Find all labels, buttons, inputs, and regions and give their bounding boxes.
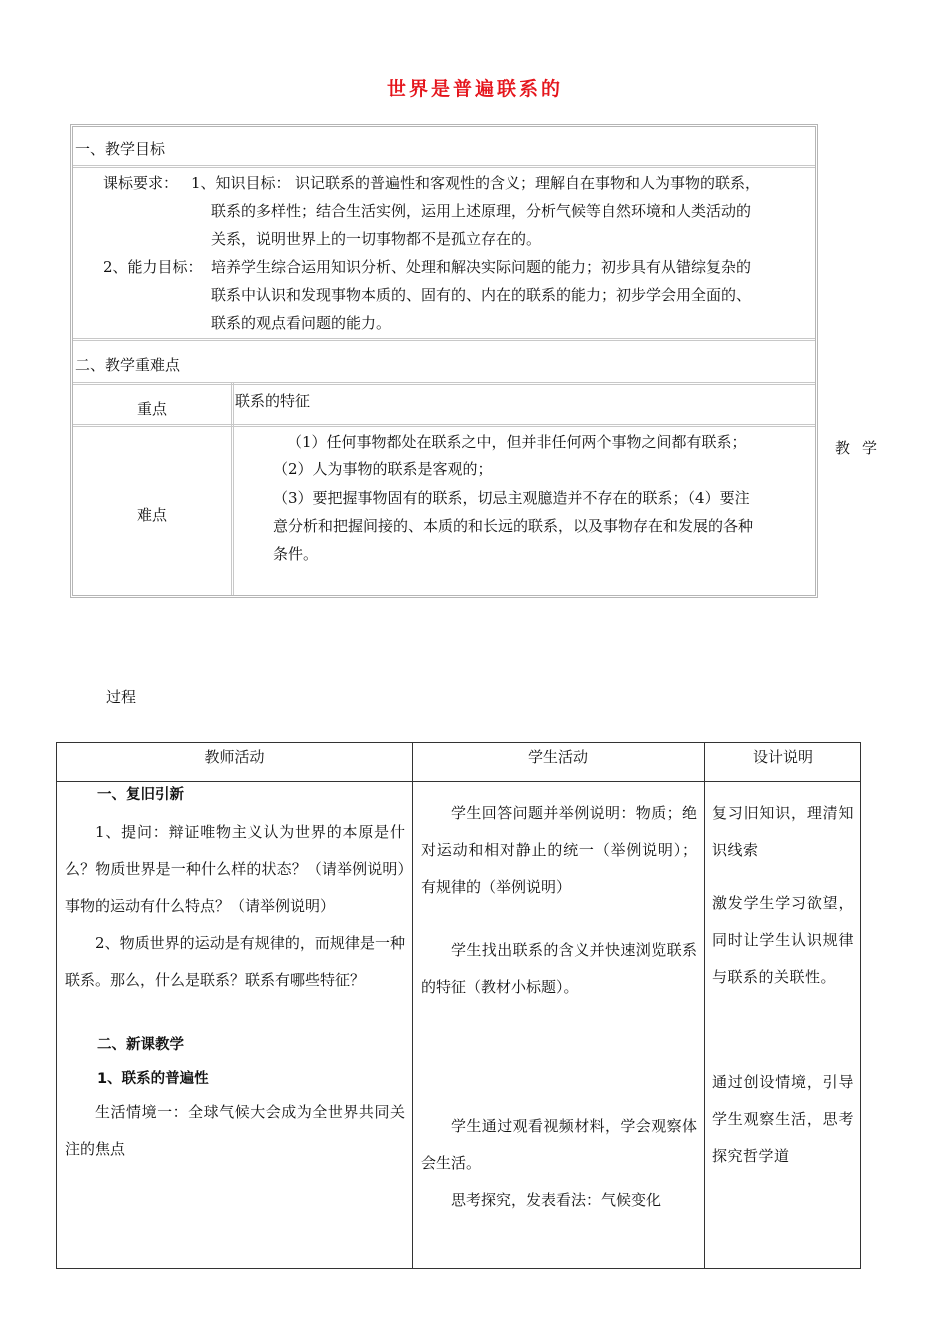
student-column (421, 795, 697, 1219)
column-divider (231, 382, 234, 595)
key-point-label: 重点 (137, 400, 168, 418)
difficult-point-label: 难点 (137, 506, 168, 524)
key-point-text: 联系的特征 (235, 392, 311, 410)
difficult-point-line: 条件。 (273, 545, 319, 563)
knowledge-text-line: 联系的多样性；结合生活实例，运用上述原理，分析气候等自然环境和人类活动的 (211, 202, 752, 220)
teacher-column (65, 777, 405, 1168)
document-title: 世界是普遍联系的 (386, 78, 563, 100)
header-teacher-activity: 教师活动 (204, 748, 265, 766)
ability-text-line: 联系的观点看问题的能力。 (211, 314, 392, 332)
teacher-paragraph: 生活情境一：全球气候大会成为全世界共同关注的焦点 (65, 1103, 405, 1158)
knowledge-label: 1、知识目标： (191, 174, 291, 192)
process-table (56, 742, 861, 1269)
row-divider (73, 165, 815, 168)
difficult-point-line: 意分析和把握间接的、本质的和长远的联系，以及事物存在和发展的各种 (273, 517, 754, 535)
section-title: 二、新课教学 (97, 1037, 184, 1053)
knowledge-text-line: 关系，说明世界上的一切事物都不是孤立存在的。 (211, 230, 542, 248)
column-divider (412, 743, 413, 1268)
objectives-heading: 一、教学目标 (75, 140, 166, 158)
process-label: 过程 (106, 688, 137, 706)
teacher-paragraph: 1、提问：辩证唯物主义认为世界的本原是什么？物质世界是一种什么样的状态？（请举例说明）事物的运动有什么特点？（请举例说明） (65, 823, 405, 915)
spacer (421, 906, 697, 932)
column-divider (704, 743, 705, 1268)
side-text: 教学 (835, 439, 890, 457)
spacer (421, 1006, 697, 1108)
knowledge-text-line: 识记联系的普遍性和客观性的含义；理解自在事物和人为事物的联系， (295, 174, 761, 192)
requirement-label: 课标要求： (103, 174, 179, 192)
subsection-title: 1、联系的普遍性 (97, 1071, 209, 1087)
header-design-notes: 设计说明 (752, 748, 813, 766)
spacer (712, 869, 854, 885)
design-paragraph: 复习旧知识，理清知识线索 (712, 804, 854, 859)
row-divider (73, 382, 815, 385)
design-paragraph: 激发学生学习欲望，同时让学生认识规律与联系的关联性。 (712, 894, 854, 986)
teacher-paragraph: 2、物质世界的运动是有规律的，而规律是一种联系。那么，什么是联系？联系有哪些特征？ (65, 934, 405, 989)
row-divider (73, 424, 815, 427)
student-paragraph: 学生通过观看视频材料，学会观察体会生活。 (421, 1117, 697, 1172)
spacer (65, 999, 405, 1027)
design-column (712, 795, 854, 1175)
ability-text-line: 培养学生综合运用知识分析、处理和解决实际问题的能力；初步具有从错综复杂的 (211, 258, 752, 276)
difficult-point-line: （3）要把握事物固有的联系，切忌主观臆造并不存在的联系；（4）要注 (273, 489, 750, 507)
key-points-heading: 二、教学重难点 (75, 356, 181, 374)
header-student-activity: 学生活动 (527, 748, 588, 766)
objectives-table (70, 124, 818, 598)
difficult-point-line: （2）人为事物的联系是客观的； (273, 460, 493, 478)
section-title: 一、复旧引新 (97, 787, 184, 803)
student-paragraph: 学生找出联系的含义并快速浏览联系的特征（教材小标题）。 (421, 941, 697, 996)
spacer (712, 996, 854, 1064)
student-paragraph: 学生回答问题并举例说明：物质；绝对运动和相对静止的统一（举例说明）；有规律的（举例说明） (421, 804, 697, 896)
ability-text-line: 联系中认识和发现事物本质的、固有的、内在的联系的能力；初步学会用全面的、 (211, 286, 752, 304)
student-paragraph: 思考探究，发表看法：气候变化 (451, 1191, 662, 1209)
design-paragraph: 通过创设情境，引导学生观察生活，思考探究哲学道 (712, 1073, 854, 1165)
ability-label: 2、能力目标： (103, 258, 203, 276)
difficult-point-line: （1）任何事物都处在联系之中，但并非任何两个事物之间都有联系； (287, 433, 747, 451)
row-divider (73, 338, 815, 341)
